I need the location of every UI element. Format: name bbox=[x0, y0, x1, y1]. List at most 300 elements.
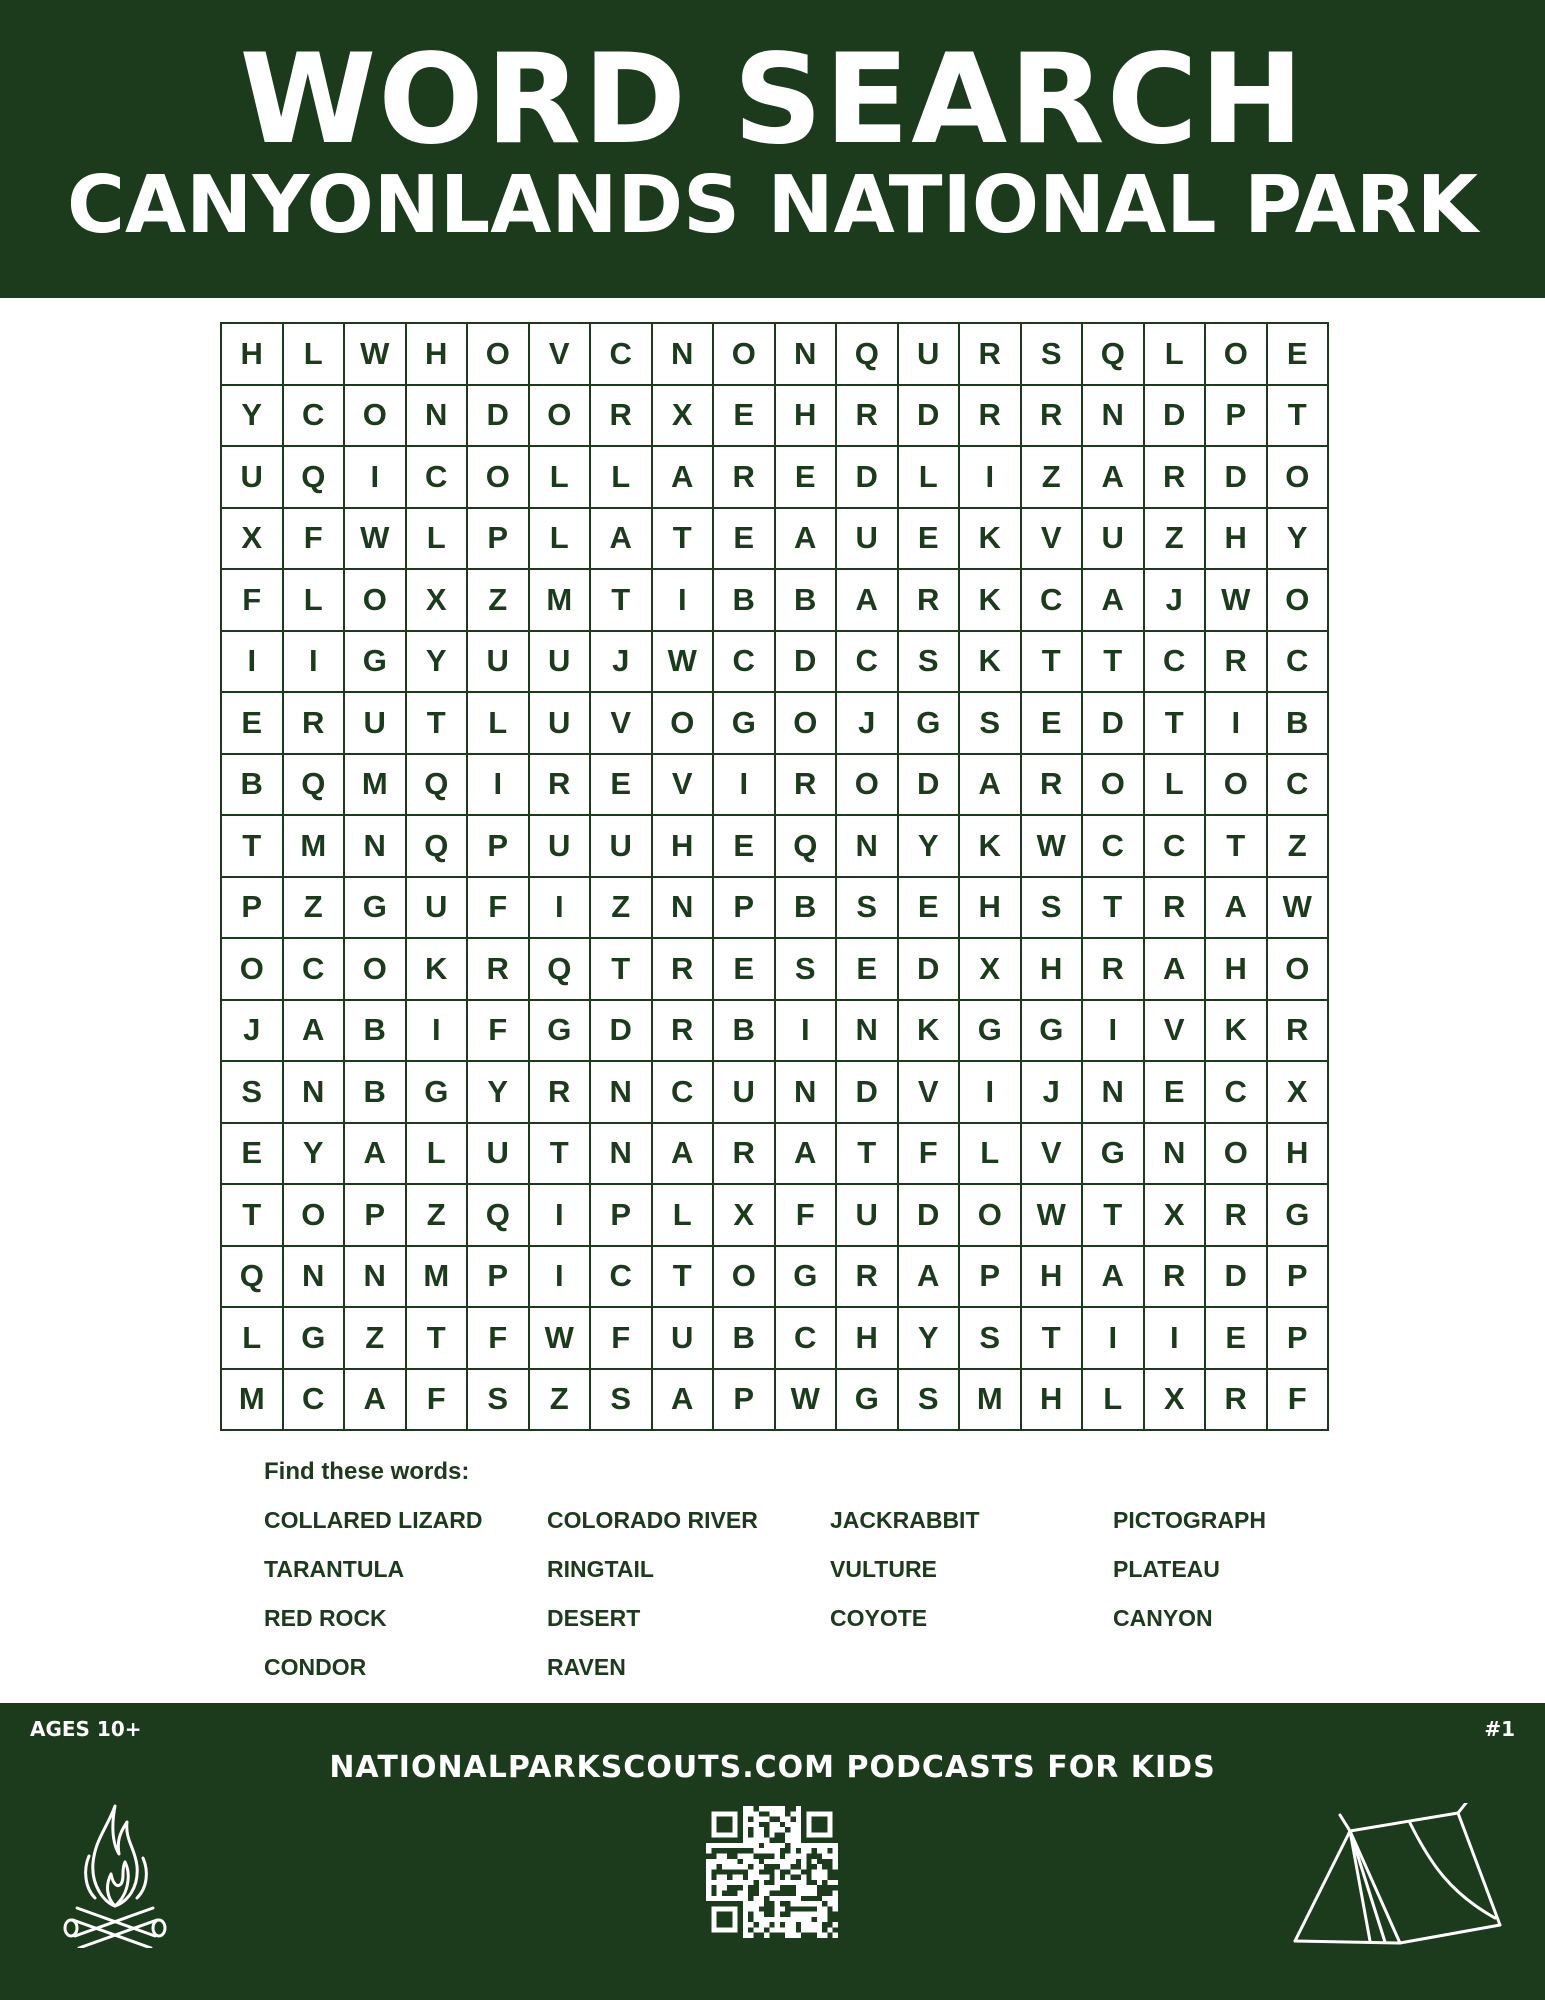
grid-cell: N bbox=[1145, 1124, 1207, 1186]
grid-cell: L bbox=[653, 1185, 715, 1247]
grid-cell: C bbox=[1145, 632, 1207, 694]
grid-cell: A bbox=[1083, 1247, 1145, 1309]
grid-cell: E bbox=[899, 509, 961, 571]
grid-cell: T bbox=[222, 1185, 284, 1247]
grid-cell: Y bbox=[222, 386, 284, 448]
grid-cell: V bbox=[530, 324, 592, 386]
grid-cell: P bbox=[960, 1247, 1022, 1309]
grid-cell: O bbox=[714, 1247, 776, 1309]
grid-cell: U bbox=[837, 1185, 899, 1247]
grid-cell: Y bbox=[899, 1308, 961, 1370]
grid-cell: C bbox=[1268, 632, 1330, 694]
grid-cell: S bbox=[899, 1370, 961, 1432]
grid-cell: C bbox=[1083, 816, 1145, 878]
grid-cell: D bbox=[1083, 693, 1145, 755]
grid-cell: T bbox=[1206, 816, 1268, 878]
grid-cell: K bbox=[960, 570, 1022, 632]
grid-cell: K bbox=[960, 816, 1022, 878]
grid-cell: S bbox=[899, 632, 961, 694]
grid-cell: F bbox=[1268, 1370, 1330, 1432]
grid-cell: J bbox=[222, 1001, 284, 1063]
grid-cell: K bbox=[960, 509, 1022, 571]
grid-cell: B bbox=[714, 1308, 776, 1370]
grid-cell: C bbox=[284, 386, 346, 448]
grid-cell: G bbox=[714, 693, 776, 755]
grid-cell: X bbox=[653, 386, 715, 448]
grid-cell: D bbox=[1145, 386, 1207, 448]
grid-cell: O bbox=[1268, 570, 1330, 632]
grid-cell: C bbox=[714, 632, 776, 694]
grid-cell: B bbox=[345, 1001, 407, 1063]
word-item: COLORADO RIVER bbox=[547, 1507, 758, 1533]
word-item: RED ROCK bbox=[264, 1605, 387, 1631]
grid-cell: T bbox=[407, 1308, 469, 1370]
grid-cell: I bbox=[345, 447, 407, 509]
grid-cell: O bbox=[714, 324, 776, 386]
grid-cell: R bbox=[1022, 386, 1084, 448]
grid-cell: X bbox=[222, 509, 284, 571]
grid-cell: U bbox=[530, 693, 592, 755]
grid-cell: U bbox=[653, 1308, 715, 1370]
grid-cell: M bbox=[345, 755, 407, 817]
grid-cell: W bbox=[345, 509, 407, 571]
grid-cell: Q bbox=[468, 1185, 530, 1247]
grid-cell: P bbox=[468, 816, 530, 878]
grid-cell: I bbox=[1145, 1308, 1207, 1370]
grid-cell: O bbox=[530, 386, 592, 448]
grid-cell: N bbox=[1083, 386, 1145, 448]
grid-cell: O bbox=[284, 1185, 346, 1247]
grid-cell: Y bbox=[468, 1062, 530, 1124]
grid-cell: H bbox=[653, 816, 715, 878]
word-item: DESERT bbox=[547, 1605, 641, 1631]
grid-cell: Q bbox=[837, 324, 899, 386]
word-list bbox=[264, 1506, 1404, 1702]
grid-cell: U bbox=[468, 632, 530, 694]
grid-cell: E bbox=[714, 386, 776, 448]
grid-cell: F bbox=[222, 570, 284, 632]
grid-cell: Z bbox=[1268, 816, 1330, 878]
grid-cell: B bbox=[776, 570, 838, 632]
grid-cell: I bbox=[530, 878, 592, 940]
grid-cell: R bbox=[837, 1247, 899, 1309]
website-label: NATIONALPARKSCOUTS.COM PODCASTS FOR KIDS bbox=[329, 1750, 1216, 1785]
grid-cell: S bbox=[1022, 324, 1084, 386]
grid-cell: N bbox=[1083, 1062, 1145, 1124]
grid-cell: T bbox=[653, 509, 715, 571]
grid-cell: L bbox=[284, 570, 346, 632]
grid-cell: I bbox=[1083, 1001, 1145, 1063]
grid-cell: E bbox=[222, 1124, 284, 1186]
grid-cell: R bbox=[1022, 755, 1084, 817]
ages-label: AGES 10+ bbox=[30, 1717, 142, 1741]
word-item: CANYON bbox=[1113, 1605, 1213, 1631]
grid-cell: G bbox=[1268, 1185, 1330, 1247]
grid-cell: G bbox=[345, 632, 407, 694]
grid-cell: Z bbox=[468, 570, 530, 632]
grid-cell: V bbox=[653, 755, 715, 817]
grid-cell: I bbox=[468, 755, 530, 817]
grid-cell: V bbox=[1022, 509, 1084, 571]
grid-cell: R bbox=[468, 939, 530, 1001]
grid-cell: R bbox=[1145, 1247, 1207, 1309]
word-item: TARANTULA bbox=[264, 1556, 405, 1582]
grid-cell: Y bbox=[1268, 509, 1330, 571]
grid-cell: A bbox=[837, 570, 899, 632]
grid-cell: N bbox=[653, 878, 715, 940]
grid-cell: T bbox=[407, 693, 469, 755]
grid-cell: P bbox=[591, 1185, 653, 1247]
grid-cell: O bbox=[837, 755, 899, 817]
grid-cell: D bbox=[837, 1062, 899, 1124]
grid-cell: S bbox=[468, 1370, 530, 1432]
grid-cell: E bbox=[1268, 324, 1330, 386]
grid-cell: M bbox=[960, 1370, 1022, 1432]
grid-cell: O bbox=[1206, 755, 1268, 817]
grid-cell: O bbox=[1206, 1124, 1268, 1186]
grid-cell: A bbox=[1083, 447, 1145, 509]
grid-cell: R bbox=[530, 755, 592, 817]
grid-cell: A bbox=[345, 1370, 407, 1432]
grid-cell: B bbox=[222, 755, 284, 817]
grid-cell: R bbox=[1145, 447, 1207, 509]
grid-cell: U bbox=[468, 1124, 530, 1186]
grid-cell: M bbox=[530, 570, 592, 632]
grid-cell: E bbox=[1206, 1308, 1268, 1370]
grid-cell: H bbox=[1022, 1247, 1084, 1309]
grid-cell: P bbox=[468, 1247, 530, 1309]
grid-cell: T bbox=[591, 570, 653, 632]
grid-cell: L bbox=[468, 693, 530, 755]
campfire-icon bbox=[55, 1798, 175, 1948]
grid-cell: Z bbox=[1145, 509, 1207, 571]
grid-cell: Y bbox=[407, 632, 469, 694]
grid-cell: E bbox=[714, 509, 776, 571]
grid-cell: R bbox=[899, 570, 961, 632]
grid-cell: C bbox=[591, 324, 653, 386]
grid-cell: Z bbox=[407, 1185, 469, 1247]
grid-cell: N bbox=[345, 816, 407, 878]
grid-cell: Z bbox=[345, 1308, 407, 1370]
grid-cell: U bbox=[1083, 509, 1145, 571]
grid-cell: L bbox=[899, 447, 961, 509]
grid-cell: E bbox=[899, 878, 961, 940]
grid-cell: L bbox=[407, 509, 469, 571]
grid-cell: L bbox=[407, 1124, 469, 1186]
grid-cell: H bbox=[407, 324, 469, 386]
qr-code bbox=[706, 1806, 838, 1938]
grid-cell: L bbox=[960, 1124, 1022, 1186]
grid-cell: I bbox=[714, 755, 776, 817]
grid-cell: O bbox=[1268, 447, 1330, 509]
tent-icon bbox=[1290, 1803, 1505, 1953]
word-item: COYOTE bbox=[830, 1605, 928, 1631]
grid-cell: I bbox=[530, 1247, 592, 1309]
grid-cell: X bbox=[1268, 1062, 1330, 1124]
grid-cell: I bbox=[407, 1001, 469, 1063]
grid-cell: Y bbox=[899, 816, 961, 878]
grid-cell: J bbox=[1022, 1062, 1084, 1124]
grid-cell: D bbox=[899, 939, 961, 1001]
grid-cell: H bbox=[222, 324, 284, 386]
find-words-label: Find these words: bbox=[264, 1458, 470, 1485]
grid-cell: D bbox=[591, 1001, 653, 1063]
grid-cell: X bbox=[1145, 1185, 1207, 1247]
grid-cell: A bbox=[1083, 570, 1145, 632]
grid-cell: A bbox=[1145, 939, 1207, 1001]
grid-cell: H bbox=[1268, 1124, 1330, 1186]
grid-cell: O bbox=[222, 939, 284, 1001]
grid-cell: S bbox=[1022, 878, 1084, 940]
grid-cell: L bbox=[530, 447, 592, 509]
grid-cell: Q bbox=[776, 816, 838, 878]
grid-cell: C bbox=[1206, 1062, 1268, 1124]
grid-cell: P bbox=[714, 1370, 776, 1432]
grid-cell: T bbox=[1083, 878, 1145, 940]
grid-cell: S bbox=[837, 878, 899, 940]
grid-cell: F bbox=[284, 509, 346, 571]
grid-cell: J bbox=[837, 693, 899, 755]
grid-cell: T bbox=[653, 1247, 715, 1309]
grid-cell: S bbox=[222, 1062, 284, 1124]
grid-cell: Q bbox=[222, 1247, 284, 1309]
grid-cell: P bbox=[1268, 1308, 1330, 1370]
grid-cell: F bbox=[468, 1308, 530, 1370]
grid-cell: H bbox=[1022, 939, 1084, 1001]
grid-cell: T bbox=[1022, 632, 1084, 694]
grid-cell: S bbox=[591, 1370, 653, 1432]
word-item: RAVEN bbox=[547, 1654, 626, 1680]
grid-cell: L bbox=[1083, 1370, 1145, 1432]
grid-cell: C bbox=[776, 1308, 838, 1370]
grid-cell: R bbox=[653, 939, 715, 1001]
grid-cell: T bbox=[1022, 1308, 1084, 1370]
grid-cell: S bbox=[776, 939, 838, 1001]
grid-cell: C bbox=[284, 1370, 346, 1432]
grid-cell: D bbox=[899, 755, 961, 817]
grid-cell: X bbox=[407, 570, 469, 632]
grid-cell: D bbox=[899, 1185, 961, 1247]
grid-cell: O bbox=[1268, 939, 1330, 1001]
grid-cell: F bbox=[776, 1185, 838, 1247]
grid-cell: J bbox=[1145, 570, 1207, 632]
grid-cell: R bbox=[837, 386, 899, 448]
grid-cell: H bbox=[776, 386, 838, 448]
grid-cell: A bbox=[345, 1124, 407, 1186]
grid-cell: F bbox=[591, 1308, 653, 1370]
grid-cell: K bbox=[1206, 1001, 1268, 1063]
sheet-number: #1 bbox=[1484, 1717, 1515, 1741]
grid-cell: G bbox=[407, 1062, 469, 1124]
grid-cell: L bbox=[284, 324, 346, 386]
grid-cell: V bbox=[1145, 1001, 1207, 1063]
grid-cell: A bbox=[653, 1370, 715, 1432]
grid-cell: E bbox=[837, 939, 899, 1001]
grid-cell: O bbox=[345, 570, 407, 632]
grid-cell: W bbox=[776, 1370, 838, 1432]
grid-cell: T bbox=[1268, 386, 1330, 448]
grid-cell: B bbox=[714, 570, 776, 632]
grid-cell: U bbox=[899, 324, 961, 386]
grid-cell: O bbox=[776, 693, 838, 755]
grid-cell: A bbox=[653, 1124, 715, 1186]
grid-cell: Z bbox=[530, 1370, 592, 1432]
grid-cell: Z bbox=[1022, 447, 1084, 509]
grid-cell: X bbox=[714, 1185, 776, 1247]
footer-banner bbox=[0, 1703, 1545, 2000]
grid-cell: T bbox=[1083, 1185, 1145, 1247]
grid-cell: H bbox=[1206, 509, 1268, 571]
grid-cell: G bbox=[776, 1247, 838, 1309]
grid-cell: O bbox=[1206, 324, 1268, 386]
grid-cell: O bbox=[468, 447, 530, 509]
grid-cell: C bbox=[1268, 755, 1330, 817]
grid-cell: Y bbox=[284, 1124, 346, 1186]
grid-cell: C bbox=[837, 632, 899, 694]
grid-cell: W bbox=[345, 324, 407, 386]
grid-cell: C bbox=[653, 1062, 715, 1124]
grid-cell: I bbox=[284, 632, 346, 694]
grid-cell: C bbox=[407, 447, 469, 509]
grid-cell: Q bbox=[407, 816, 469, 878]
grid-cell: B bbox=[345, 1062, 407, 1124]
grid-cell: R bbox=[284, 693, 346, 755]
grid-cell: G bbox=[530, 1001, 592, 1063]
grid-cell: O bbox=[345, 386, 407, 448]
grid-cell: L bbox=[591, 447, 653, 509]
grid-cell: S bbox=[960, 693, 1022, 755]
grid-cell: U bbox=[530, 632, 592, 694]
grid-cell: R bbox=[1206, 632, 1268, 694]
grid-cell: R bbox=[714, 1124, 776, 1186]
word-item: VULTURE bbox=[830, 1556, 937, 1582]
grid-cell: X bbox=[960, 939, 1022, 1001]
grid-cell: W bbox=[653, 632, 715, 694]
grid-cell: G bbox=[899, 693, 961, 755]
page-subtitle: CANYONLANDS NATIONAL PARK bbox=[67, 159, 1478, 251]
grid-cell: Q bbox=[530, 939, 592, 1001]
grid-cell: A bbox=[776, 509, 838, 571]
grid-cell: R bbox=[1206, 1185, 1268, 1247]
grid-cell: S bbox=[960, 1308, 1022, 1370]
grid-cell: M bbox=[407, 1247, 469, 1309]
grid-cell: H bbox=[960, 878, 1022, 940]
word-item: RINGTAIL bbox=[547, 1556, 654, 1582]
grid-cell: A bbox=[591, 509, 653, 571]
grid-cell: T bbox=[591, 939, 653, 1001]
grid-cell: K bbox=[899, 1001, 961, 1063]
grid-cell: A bbox=[1206, 878, 1268, 940]
grid-cell: U bbox=[407, 878, 469, 940]
grid-cell: I bbox=[222, 632, 284, 694]
grid-cell: U bbox=[714, 1062, 776, 1124]
grid-cell: Z bbox=[284, 878, 346, 940]
grid-cell: K bbox=[407, 939, 469, 1001]
grid-cell: Q bbox=[407, 755, 469, 817]
grid-cell: C bbox=[1145, 816, 1207, 878]
grid-cell: R bbox=[1083, 939, 1145, 1001]
grid-cell: H bbox=[1206, 939, 1268, 1001]
grid-cell: E bbox=[1022, 693, 1084, 755]
grid-cell: U bbox=[530, 816, 592, 878]
grid-cell: N bbox=[837, 1001, 899, 1063]
grid-cell: E bbox=[714, 939, 776, 1001]
grid-cell: T bbox=[530, 1124, 592, 1186]
grid-cell: L bbox=[222, 1308, 284, 1370]
grid-cell: U bbox=[591, 816, 653, 878]
grid-cell: T bbox=[1083, 632, 1145, 694]
grid-cell: G bbox=[1083, 1124, 1145, 1186]
grid-cell: C bbox=[1022, 570, 1084, 632]
grid-cell: N bbox=[345, 1247, 407, 1309]
grid-cell: M bbox=[284, 816, 346, 878]
page-title: WORD SEARCH bbox=[239, 28, 1306, 172]
grid-cell: E bbox=[776, 447, 838, 509]
grid-cell: E bbox=[1145, 1062, 1207, 1124]
grid-cell: F bbox=[468, 878, 530, 940]
grid-cell: I bbox=[1083, 1308, 1145, 1370]
grid-cell: A bbox=[960, 755, 1022, 817]
grid-cell: B bbox=[1268, 693, 1330, 755]
grid-cell: T bbox=[222, 816, 284, 878]
grid-cell: F bbox=[899, 1124, 961, 1186]
grid-cell: P bbox=[345, 1185, 407, 1247]
grid-cell: H bbox=[1022, 1370, 1084, 1432]
word-search-grid bbox=[220, 322, 1329, 1431]
grid-cell: N bbox=[776, 324, 838, 386]
grid-cell: N bbox=[837, 816, 899, 878]
grid-cell: H bbox=[837, 1308, 899, 1370]
grid-cell: R bbox=[1145, 878, 1207, 940]
grid-cell: Q bbox=[1083, 324, 1145, 386]
grid-cell: R bbox=[960, 386, 1022, 448]
grid-cell: A bbox=[284, 1001, 346, 1063]
grid-cell: L bbox=[530, 509, 592, 571]
grid-cell: U bbox=[222, 447, 284, 509]
grid-cell: V bbox=[1022, 1124, 1084, 1186]
grid-cell: W bbox=[530, 1308, 592, 1370]
grid-cell: K bbox=[960, 632, 1022, 694]
grid-cell: D bbox=[1206, 447, 1268, 509]
grid-cell: U bbox=[837, 509, 899, 571]
grid-cell: O bbox=[653, 693, 715, 755]
word-item: JACKRABBIT bbox=[830, 1507, 980, 1533]
grid-cell: W bbox=[1022, 1185, 1084, 1247]
grid-cell: I bbox=[530, 1185, 592, 1247]
grid-cell: M bbox=[222, 1370, 284, 1432]
word-item: COLLARED LIZARD bbox=[264, 1507, 483, 1533]
grid-cell: I bbox=[960, 1062, 1022, 1124]
grid-cell: P bbox=[714, 878, 776, 940]
grid-cell: V bbox=[899, 1062, 961, 1124]
grid-cell: R bbox=[776, 755, 838, 817]
grid-cell: L bbox=[1145, 324, 1207, 386]
grid-cell: D bbox=[1206, 1247, 1268, 1309]
grid-cell: N bbox=[284, 1247, 346, 1309]
grid-cell: G bbox=[284, 1308, 346, 1370]
grid-cell: U bbox=[345, 693, 407, 755]
grid-cell: E bbox=[222, 693, 284, 755]
grid-cell: G bbox=[837, 1370, 899, 1432]
grid-cell: B bbox=[776, 878, 838, 940]
grid-cell: P bbox=[468, 509, 530, 571]
grid-cell: C bbox=[284, 939, 346, 1001]
grid-cell: I bbox=[653, 570, 715, 632]
grid-cell: V bbox=[591, 693, 653, 755]
grid-cell: R bbox=[591, 386, 653, 448]
grid-cell: I bbox=[776, 1001, 838, 1063]
grid-cell: N bbox=[407, 386, 469, 448]
